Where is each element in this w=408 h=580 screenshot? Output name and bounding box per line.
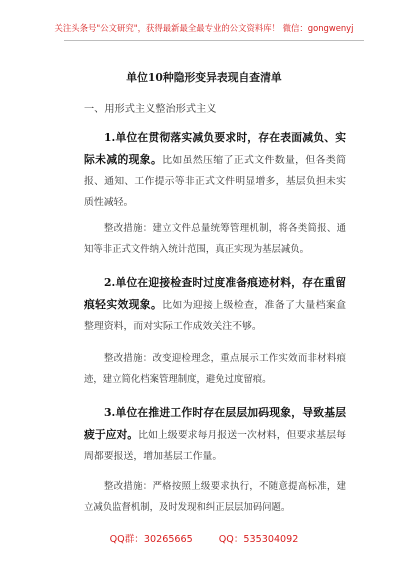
item-3-paragraph <box>84 402 346 467</box>
item-3-body: 比如上级要求每月报送一次材料，但要求基层每周都要报送，增加基层工作量。 <box>84 430 346 462</box>
section-heading: 一、用形式主义整治形式主义 <box>84 104 217 115</box>
item-2-paragraph <box>84 272 346 337</box>
item-2-lead: 2.单位在迎接检查时过度准备痕迹材料，存在重留痕轻实效现象。 <box>84 276 346 311</box>
footer-qq-group: QQ群：30265665 <box>109 534 193 545</box>
item-1-paragraph <box>84 127 346 213</box>
item-1-lead: 1.单位在贯彻落实减负要求时，存在表面减负、实际未减的现象。 <box>84 131 346 166</box>
item-1-measure: 整改措施：建立文件总量统筹管理机制，将各类简报、通知等非正式文件纳入统计范围，真正实现为基层减负。 <box>84 223 346 255</box>
footer-qq: QQ：535304092 <box>218 534 299 545</box>
item-1-body: 比如虽然压缩了正式文件数量，但各类简报、通知、工作提示等非正式文件明显增多，基层负担未实质性减轻。 <box>84 155 346 208</box>
header-divider <box>64 40 364 41</box>
header-promo-note: 关注头条号"公文研究"，获得最新最全最专业的公文资料库！ 微信：gongwenyj <box>54 23 354 33</box>
item-3-lead: 3.单位在推进工作时存在层层加码现象，导致基层疲于应对。 <box>84 406 346 441</box>
document-title: 单位10种隐形变异表现自查清单 <box>126 71 282 84</box>
item-2-measure: 整改措施：改变迎检理念，重点展示工作实效而非材料痕迹，建立简化档案管理制度，避免过度留痕。 <box>84 353 346 385</box>
item-3-measure: 整改措施：严格按照上级要求执行，不随意提高标准，建立减负监督机制，及时发现和纠正层层加码问题。 <box>84 481 346 513</box>
footer-contact <box>0 531 408 545</box>
item-2-body: 比如为迎接上级检查，准备了大量档案盒整理资料，而对实际工作成效关注不够。 <box>84 300 346 332</box>
